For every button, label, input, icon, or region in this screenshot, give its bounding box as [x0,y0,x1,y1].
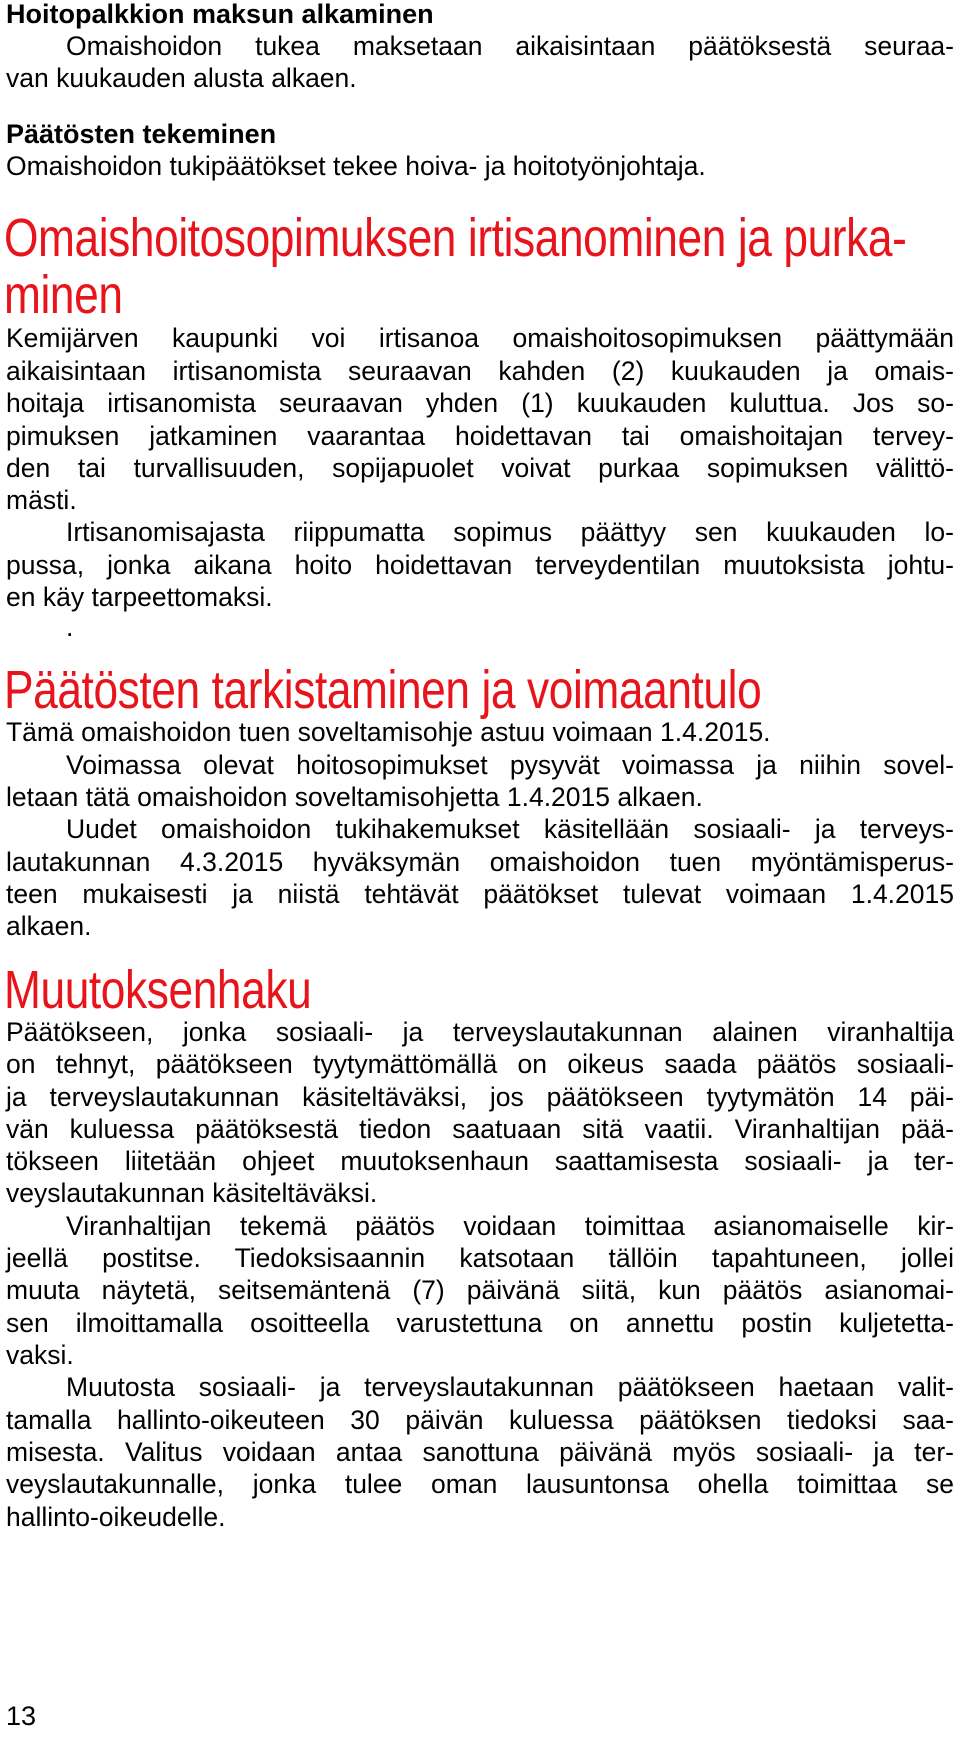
text-line: Viranhaltijan tekemä päätös voidaan toimittaa asianomaiselle kir- [66,1211,954,1241]
text-line: misesta. Valitus voidaan antaa sanottuna päivänä myös sosiaali- ja ter- [6,1437,954,1467]
text-line: Voimassa olevat hoitosopimukset pysyvät voimassa ja niihin sovel- [66,750,954,780]
text-line: tökseen liitetään ohjeet muutoksenhaun saattamisesta sosiaali- ja ter- [6,1146,954,1176]
text-line: en käy tarpeettomaksi. [6,582,273,612]
heading-termination: Omaishoitosopimuksen irtisanominen ja purka- [4,208,907,268]
text-line: Omaishoidon tukipäätökset tekee hoiva- ja hoitotyönjohtaja. [6,151,706,181]
text-line: Uudet omaishoidon tukihakemukset käsitellään sosiaali- ja terveys- [66,814,954,844]
text-line: Kemijärven kaupunki voi irtisanoa omaishoitosopimuksen päättymään [6,323,954,353]
heading-termination-cont: minen [4,265,123,325]
text-line: hallinto-oikeudelle. [6,1502,226,1532]
text-line: . [66,612,74,642]
text-line: tamalla hallinto-oikeuteen 30 päivän kuluessa päätöksen tiedoksi saa- [6,1405,954,1435]
text-line: jeellä postitse. Tiedoksisaannin katsotaan tällöin tapahtuneen, jollei [6,1243,954,1273]
text-line: on tehnyt, päätökseen tyytymättömällä on oikeus saada päätös sosiaali- [6,1049,954,1079]
section-heading-payment-start: Hoitopalkkion maksun alkaminen [6,0,434,29]
heading-appeal: Muutoksenhaku [4,960,312,1020]
text-line: teen mukaisesti ja niistä tehtävät päätökset tulevat voimaan 1.4.2015 [6,879,954,909]
section-heading-decisions: Päätösten tekeminen [6,119,277,149]
text-line: Päätökseen, jonka sosiaali- ja terveyslautakunnan alainen viranhaltija [6,1017,954,1047]
text-line: letaan tätä omaishoidon soveltamisohjetta 1.4.2015 alkaen. [6,782,703,812]
text-line: van kuukauden alusta alkaen. [6,63,357,93]
text-line: veyslautakunnalle, jonka tulee oman lausuntonsa ohella toimittaa se [6,1469,954,1499]
text-line: Irtisanomisajasta riippumatta sopimus päättyy sen kuukauden lo- [66,517,954,547]
text-line: vaksi. [6,1340,74,1370]
text-line: muuta näytetä, seitsemäntenä (7) päivänä siitä, kun päätös asianomai- [6,1275,954,1305]
text-line: Omaishoidon tukea maksetaan aikaisintaan päätöksestä seuraa- [66,31,954,61]
page-number: 13 [6,1701,37,1731]
text-line: hoitaja irtisanomista seuraavan yhden (1) kuukauden kuluttua. Jos so- [6,388,954,418]
text-line: vän kuluessa päätöksestä tiedon saatuaan sitä vaatii. Viranhaltijan pää- [6,1114,954,1144]
text-line: sen ilmoittamalla osoitteella varustettuna on annettu postin kuljetetta- [6,1308,954,1338]
text-line: Tämä omaishoidon tuen soveltamisohje astuu voimaan 1.4.2015. [6,717,771,747]
text-line: Muutosta sosiaali- ja terveyslautakunnan päätökseen haetaan valit- [66,1372,954,1402]
text-line: pimuksen jatkaminen vaarantaa hoidettavan tai omaishoitajan tervey- [6,421,954,451]
text-line: veyslautakunnan käsiteltäväksi. [6,1178,378,1208]
text-line: lautakunnan 4.3.2015 hyväksymän omaishoidon tuen myöntämisperus- [6,847,954,877]
text-line: ja terveyslautakunnan käsiteltäväksi, jos päätökseen tyytymätön 14 päi- [6,1082,954,1112]
text-line: alkaen. [6,911,92,941]
text-line: den tai turvallisuuden, sopijapuolet voivat purkaa sopimuksen välittö- [6,453,954,483]
text-line: aikaisintaan irtisanomista seuraavan kahden (2) kuukauden ja omais- [6,356,954,386]
text-line: mästi. [6,485,77,515]
heading-review-and-effect: Päätösten tarkistaminen ja voimaantulo [4,660,762,720]
text-line: pussa, jonka aikana hoito hoidettavan terveydentilan muutoksista johtu- [6,550,954,580]
